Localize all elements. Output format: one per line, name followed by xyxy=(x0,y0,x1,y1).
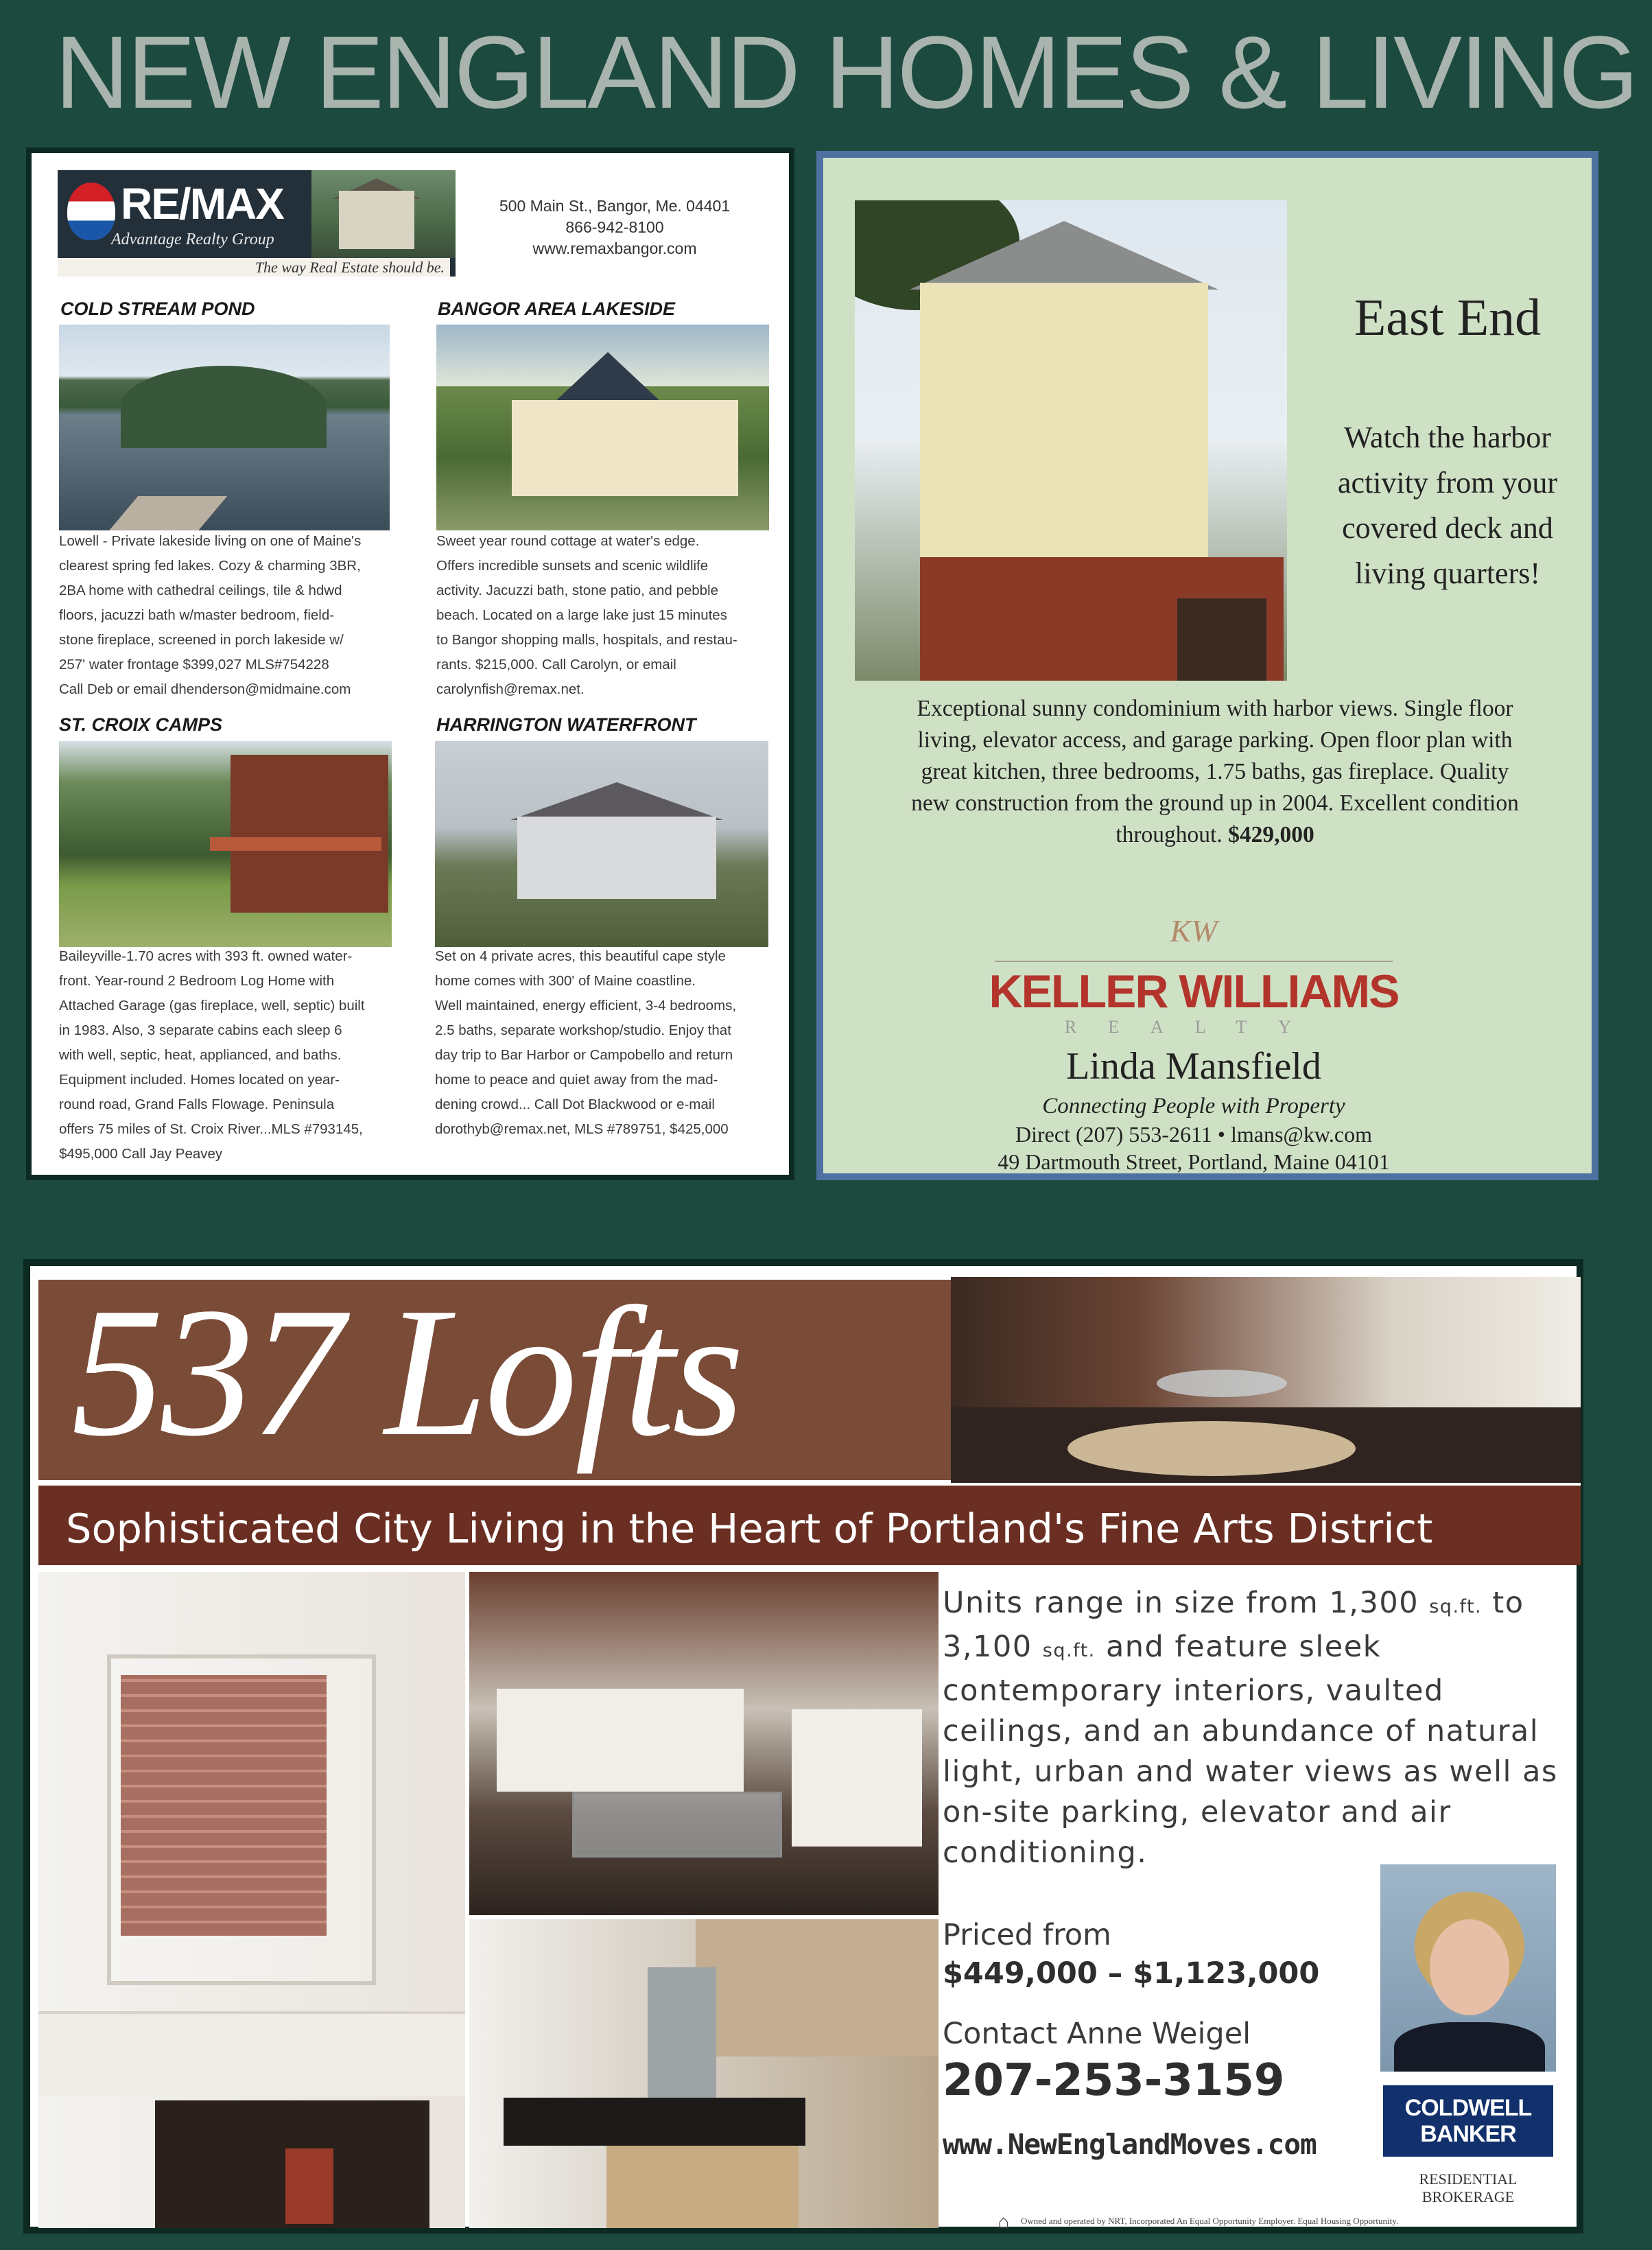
lofts-ad xyxy=(23,1259,1583,2234)
bathroom-photo xyxy=(38,1572,465,2228)
remax-street: 500 Main St., Bangor, Me. 04401 xyxy=(499,197,731,215)
listing-description: Lowell - Private lakeside living on one of Maine's clearest spring fed lakes. Cozy & charming 3BR, 2BA home with cathedral ceilings, tile & hdwd floors, jacuzzi bath w/master bedroom, field- stone fireplace, screened in porch lakeside w/ 257' water frontage $399,027 MLS#754228 Call Deb or email dhenderson@midmaine.com xyxy=(59,533,362,697)
page-title: NEW ENGLAND HOMES & LIVING xyxy=(55,14,1637,130)
remax-tagline: The way Real Estate should be. xyxy=(58,258,450,277)
lofts-name: 537 Lofts xyxy=(71,1269,742,1475)
lofts-description: Units range in size from 1,300 sq.ft. to 3,100 sq.ft. and feature sleek contemporary interiors, vaulted ceilings, and an abundance of natural light, urban and water views as well as on-site parking, elevator and air conditioning. xyxy=(943,1586,1558,1870)
ad-title: East End xyxy=(1354,289,1542,347)
remax-address xyxy=(471,196,759,259)
listing-heading: ST. CROIX CAMPS xyxy=(59,714,223,735)
website-link: www.NewEnglandMoves.com xyxy=(943,2128,1317,2161)
listing-photo xyxy=(435,741,768,947)
remax-logo-house-photo xyxy=(311,170,456,258)
keller-williams-logo: KELLER WILLIAMS xyxy=(989,965,1399,1018)
listing-heading: HARRINGTON WATERFRONT xyxy=(436,714,696,735)
kw-monogram-icon: KW xyxy=(1170,913,1218,948)
listing-description: Set on 4 private acres, this beautiful cape style home comes with 300' of Maine coastline. Well maintained, energy efficient, 3-4 bedrooms, 2.5 baths, separate workshop/studio. Enjoy that day trip to Bar Harbor or Campobello and return home to peace and quiet away from the mad- dening crowd... Call Dot Blackwood or e-mail dorothyb@remax.net, MLS #789751, $425,000 xyxy=(435,948,737,1137)
remax-logo xyxy=(58,170,456,277)
listing-description: Baileyville-1.70 acres with 393 ft. owned water- front. Year-round 2 Bedroom Log Home with Attached Garage (gas fireplace, well, septic) built in 1983. Also, 3 separate cabins each sleep 6 with well, septic, heat, applianced, and baths. Equipment included. Homes located on year- round road, Grand Falls Flowage. Peninsula offers 75 miles of St. Croix River...MLS #793145, $495,000 Call Jay Peavey xyxy=(59,948,365,1162)
legal-disclaimer: Owned and operated by NRT, Incorporated An Equal Opportunity Employer. Equal Housing Opportunity. xyxy=(1021,2216,1399,2226)
agent-name: Linda Mansfield xyxy=(1066,1045,1321,1088)
listing-heading: BANGOR AREA LAKESIDE xyxy=(438,298,676,319)
ad-description: Exceptional sunny condominium with harbor views. Single floor living, elevator access, and garage parking. Open floor plan with great kitchen, three bedrooms, 1.75 baths, gas fireplace. Quality new construction from the ground up in 2004. Excellent condition throughout. $429,000 xyxy=(911,696,1519,847)
contact-label: Contact Anne Weigel xyxy=(943,2017,1251,2051)
listing-photo xyxy=(436,325,769,530)
remax-website: www.remaxbangor.com xyxy=(532,239,697,257)
dining-photo xyxy=(951,1277,1581,1483)
lofts-tagline: Sophisticated City Living in the Heart of Portland's Fine Arts District xyxy=(66,1505,1433,1552)
ad-price: $429,000 xyxy=(1228,822,1314,847)
agent-photo xyxy=(1380,1864,1556,2072)
keller-williams-ad xyxy=(816,151,1598,1180)
brokerage-label: RESIDENTIAL BROKERAGE xyxy=(1419,2170,1518,2205)
listing-photo xyxy=(59,741,392,947)
condo-photo xyxy=(855,200,1287,681)
agent-slogan: Connecting People with Property xyxy=(1042,1094,1345,1118)
ad-subtitle: Watch the harbor activity from your covered deck and living quarters! xyxy=(1337,421,1558,590)
listing-photo xyxy=(59,325,390,530)
remax-group: Advantage Realty Group xyxy=(111,231,274,248)
listing-heading: COLD STREAM POND xyxy=(60,298,255,319)
contact-phone: 207-253-3159 xyxy=(943,2055,1285,2106)
priced-label: Priced from xyxy=(943,1918,1111,1952)
divider xyxy=(995,961,1393,962)
agent-contact: Direct (207) 553-2611 • lmans@kw.com xyxy=(1015,1122,1372,1147)
remax-ad xyxy=(26,148,794,1180)
balloon-icon xyxy=(67,183,115,240)
remax-brand: RE/MAX xyxy=(121,179,283,228)
living-room-photo xyxy=(469,1572,939,1915)
kitchen-photo xyxy=(469,1919,939,2228)
agent-address: 49 Dartmouth Street, Portland, Maine 04101 xyxy=(998,1149,1390,1174)
realty-label: REALTY xyxy=(1064,1017,1323,1037)
equal-housing-icon: ⌂ xyxy=(998,2211,1010,2232)
remax-phone: 866-942-8100 xyxy=(565,218,664,236)
price-range: $449,000 – $1,123,000 xyxy=(943,1956,1320,1991)
coldwell-banker-logo: COLDWELL BANKER xyxy=(1383,2085,1553,2157)
listing-description: Sweet year round cottage at water's edge. Offers incredible sunsets and scenic wildlife activity. Jacuzzi bath, stone patio, and pebble beach. Located on a large lake just 15 minutes to Bangor shopping malls, hospitals, and restau- rants. $215,000. Call Carolyn, or email carolynfish@remax.net. xyxy=(436,533,738,697)
